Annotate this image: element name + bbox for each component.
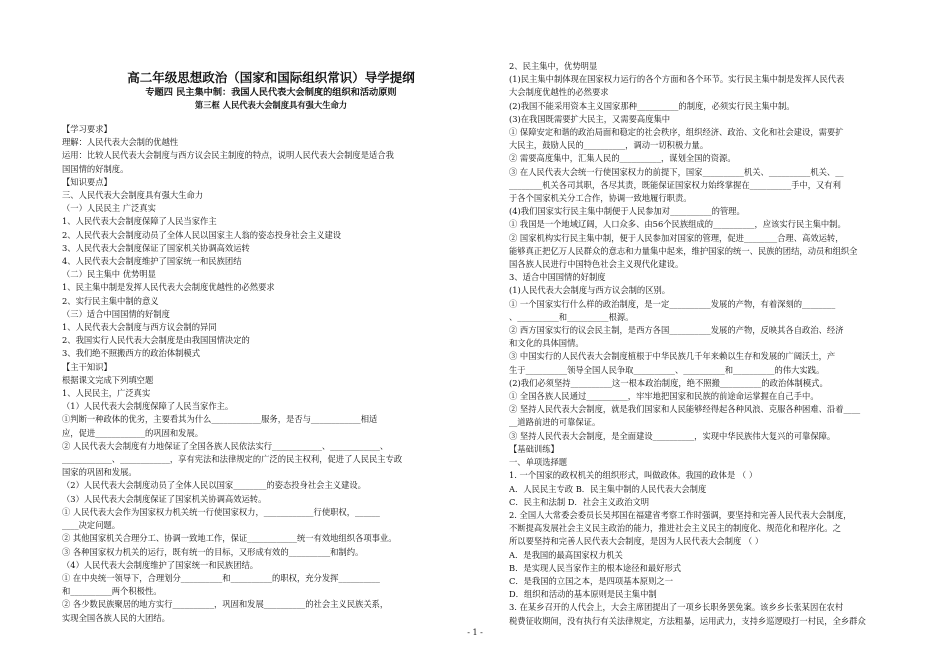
text-line: 和文化的具体国情。 xyxy=(509,338,584,349)
text-line: 1、人民代表大会制度与西方议会制的异同 xyxy=(62,322,217,333)
text-line: （2）人民代表大会制度动员了全体人民以国家________的姿态投身社会主义建设。 xyxy=(62,480,366,491)
text-line: ____________、____________，享有宪法和法律规定的广泛的民主权利，促进了人民民主专政 xyxy=(62,454,403,465)
text-line: (4)我们国家实行民主集中制便于人民参加对__________的管理。 xyxy=(509,206,745,217)
text-line: 不断提高发展社会主义民主政治的能力，推进社会主义民主的制度化、规范化和程序化。之 xyxy=(509,523,841,534)
text-line: __道路前进的可靠保证。 xyxy=(509,417,601,428)
text-line: (3)在我国既需要扩大民主，又需要高度集中 xyxy=(509,113,671,124)
text-line: 大民主，鼓励人民的__________，调动一切积极力量。 xyxy=(509,140,709,151)
text-line: D．组织和活动的基本原则是民主集中制 xyxy=(509,589,657,600)
text-line: 和__________两个积极性。 xyxy=(62,586,162,597)
text-line: ② 国家机构实行民主集中制，便于人民参加对国家的管理，促进________合理、高效运转， xyxy=(509,232,844,243)
text-line: 根据课文完成下列填空题 xyxy=(62,374,154,385)
text-line: 、__________和__________根源。 xyxy=(509,311,634,322)
text-line: ① 保障安定和谐的政治局面和稳定的社会秩序，组织经济、政治、文化和社会建设，需要扩 xyxy=(509,127,844,138)
text-line: 所以要坚持和完善人民代表大会制度，是因为人民代表大会制度 （ ） xyxy=(509,536,764,547)
text-line: A．人民民主专政 B．民主集中制的人民代表大会制度 xyxy=(509,483,707,494)
text-line: ③ 坚持人民代表大会制度，是全面建设__________，实现中华民族伟大复兴的可靠保障。 xyxy=(509,430,836,441)
text-line: (2)我国不能采用资本主义国家那种__________的制度，必须实行民主集中制。 xyxy=(509,100,795,111)
text-line: ① 人民代表大会作为国家权力机关统一行使国家权力，____________行使职权，______ xyxy=(62,506,380,517)
text-line: ① 我国是一个地域辽阔，人口众多、由56个民族组成的__________，应该实行民主集中制。 xyxy=(509,219,846,230)
section-heading: 第三框 人民代表大会制度具有强大生命力 xyxy=(194,100,348,110)
text-line: ③ 各种国家权力机关的运行，既有统一的目标，又形成有效的__________和制约。 xyxy=(62,546,364,557)
text-line: （4）人民代表大会制度维护了国家统一和民族团结。 xyxy=(62,559,259,570)
text-line: 国各族人民进行中国特色社会主义现代化建设。 xyxy=(509,259,684,270)
document-title: 高二年级思想政治（国家和国际组织常识）导学提纲 xyxy=(127,70,415,85)
text-line: 3. 在某乡召开的人代会上，大会主席团提出了一项乡长职务罢免案。该乡乡长张某因在农村 xyxy=(509,602,844,613)
text-line: （三）适合中国国情的好制度 xyxy=(62,308,170,319)
text-line: ③ 中国实行的人民代表大会制度植根于中华民族几千年来赖以生存和发展的广阔沃土，产 xyxy=(509,351,836,362)
text-line: 于各个国家机关分工合作，协调一致地履行职责。 xyxy=(509,193,692,204)
document-subtitle: 专题四 民主集中制：我国人民代表大会制度的组织和活动原则 xyxy=(145,87,397,98)
text-line: 1、人民代表大会制度保障了人民当家作主 xyxy=(62,216,217,227)
text-line: A．是我国的最高国家权力机关 xyxy=(509,549,623,560)
text-line: (1)民主集中制体现在国家权力运行的各个方面和各个环节。实行民主集中制是发挥人民代表 xyxy=(509,74,845,85)
text-line: 【学习要求】 xyxy=(62,124,112,134)
text-line: ① 在中央统一领导下，合理划分__________和__________的职权，充分发挥__________ xyxy=(62,572,380,583)
text-line: 一、单项选择题 xyxy=(509,457,568,468)
text-line: (2)我们必须坚持__________这一根本政治制度，绝不照搬__________的政治体制模式。 xyxy=(509,377,828,388)
text-line: (1)人民代表大会制度与西方议会制的区别。 xyxy=(509,285,671,296)
text-line: （1）人民代表大会制度保障了人民当家作主。 xyxy=(62,401,234,412)
text-line: ① 全国各族人民通过__________，牢牢地把国家和民族的前途命运掌握在自己手中。 xyxy=(509,391,819,402)
text-line: （3）人民代表大会制度保证了国家机关协调高效运转。 xyxy=(62,493,267,504)
text-line: 2、民主集中，优势明显 xyxy=(509,61,598,71)
text-line: 国国情的好制度。 xyxy=(62,163,129,174)
text-line: 2、人民代表大会制度动员了全体人民以国家主人翁的姿态投身社会主义建设 xyxy=(62,229,342,240)
text-line: 3、我们绝不照搬西方的政治体制模式 xyxy=(62,348,201,359)
text-line: 大会制度优越性的必然要求 xyxy=(509,87,609,98)
text-line: （一）人民民主 广泛真实 xyxy=(62,203,156,214)
text-line: ② 其他国家机关合理分工、协调一致地工作，保证____________统一有效地组织各项事业。 xyxy=(62,533,397,544)
text-line: ① 一个国家实行什么样的政治制度，是一定__________发展的产物，有着深刻的________ xyxy=(509,298,836,309)
text-line: 税费征收期间，没有执行有关法律规定，方法粗暴，运用武力，支持乡巡逻殴打一村民，全乡群众 xyxy=(509,615,866,626)
text-line: ____决定问题。 xyxy=(62,520,121,531)
text-line: 【主干知识】 xyxy=(62,361,112,372)
text-line: 生于__________领导全国人民争取__________、__________和__________的伟大实践。 xyxy=(509,364,825,375)
text-line: 国家的巩固和发展。 xyxy=(62,467,137,478)
text-line: ③ 在人民代表大会统一行使国家权力的前提下，国家__________机关、__________机关、__ xyxy=(509,166,844,177)
text-line: B．是实现人民当家作主的根本途径和最好形式 xyxy=(509,562,682,573)
text-line: ② 各少数民族聚居的地方实行__________，巩固和发展__________的社会主义民族关系， xyxy=(62,599,389,610)
text-line: ② 西方国家实行的议会民主制，是西方各国__________发展的产物，反映其各自政治、经济 xyxy=(509,325,844,336)
text-line: 2. 全国人大常委会委员长吴邦国在福建省考察工作时强调，要坚持和完善人民代表大会制度， xyxy=(509,509,852,520)
text-line: 4、人民代表大会制度维护了国家统一和民族团结 xyxy=(62,256,242,267)
text-line: 1、民主集中制是发挥人民代表大会制度优越性的必然要求 xyxy=(62,282,275,293)
text-line: 【知识要点】 xyxy=(62,176,112,187)
right-body xyxy=(509,60,913,628)
text-line: （二）民主集中 优势明显 xyxy=(62,269,156,280)
text-line: C．民主和法制 D．社会主义政治文明 xyxy=(509,496,650,507)
text-line: 三、人民代表大会制度具有强大生命力 xyxy=(62,190,204,201)
text-line: 运用：比较人民代表大会制度与西方议会民主制度的特点，说明人民代表大会制度是适合我 xyxy=(62,150,394,161)
text-line: ② 需要高度集中，汇集人民的__________，谋划全国的资源。 xyxy=(509,153,736,164)
text-line: ________机关各司其职，各尽其责，既能保证国家权力始终掌握在__________手中，又有利 xyxy=(509,179,841,190)
text-line: C．是我国的立国之本，是四项基本原则之一 xyxy=(509,575,673,586)
text-line: 3、适合中国国情的好制度 xyxy=(509,272,606,283)
page-number: - 1 - xyxy=(467,628,483,637)
right-column xyxy=(509,60,913,628)
text-line: 能够真正把亿万人民群众的意志和力量集中起来，维护国家的统一、民族的团结，动员和组织全 xyxy=(509,245,858,256)
text-line: 3、人民代表大会制度保证了国家机关协调高效运转 xyxy=(62,242,250,253)
left-column xyxy=(62,0,480,625)
text-line: 2、实行民主集中制的意义 xyxy=(62,295,159,306)
text-line: 1、人民民主，广泛真实 xyxy=(62,388,151,399)
text-line: ①判断一种政体的优劣，主要看其为什么____________服务，是否与____________相适 xyxy=(62,414,378,425)
text-line: 应，促进____________的巩固和发展。 xyxy=(62,427,204,438)
left-body xyxy=(62,123,480,625)
text-line: 1. 一个国家的政权机关的组织形式，叫做政体。我国的政体是 （ ） xyxy=(509,470,758,481)
text-line: 【基础训练】 xyxy=(509,443,559,454)
text-line: 理解：人民代表大会制的优越性 xyxy=(62,137,179,148)
text-line: 2、我国实行人民代表大会制度是由我国国情决定的 xyxy=(62,335,250,346)
text-line: ② 坚持人民代表大会制度，就是我们国家和人民能够经得起各种风浪、克服各种困难、沿着____ xyxy=(509,404,861,415)
text-line: 实现全国各族人民的大团结。 xyxy=(62,612,170,623)
text-line: ② 人民代表大会制度有力地保证了全国各族人民依法实行____________、____________、 xyxy=(62,440,389,451)
